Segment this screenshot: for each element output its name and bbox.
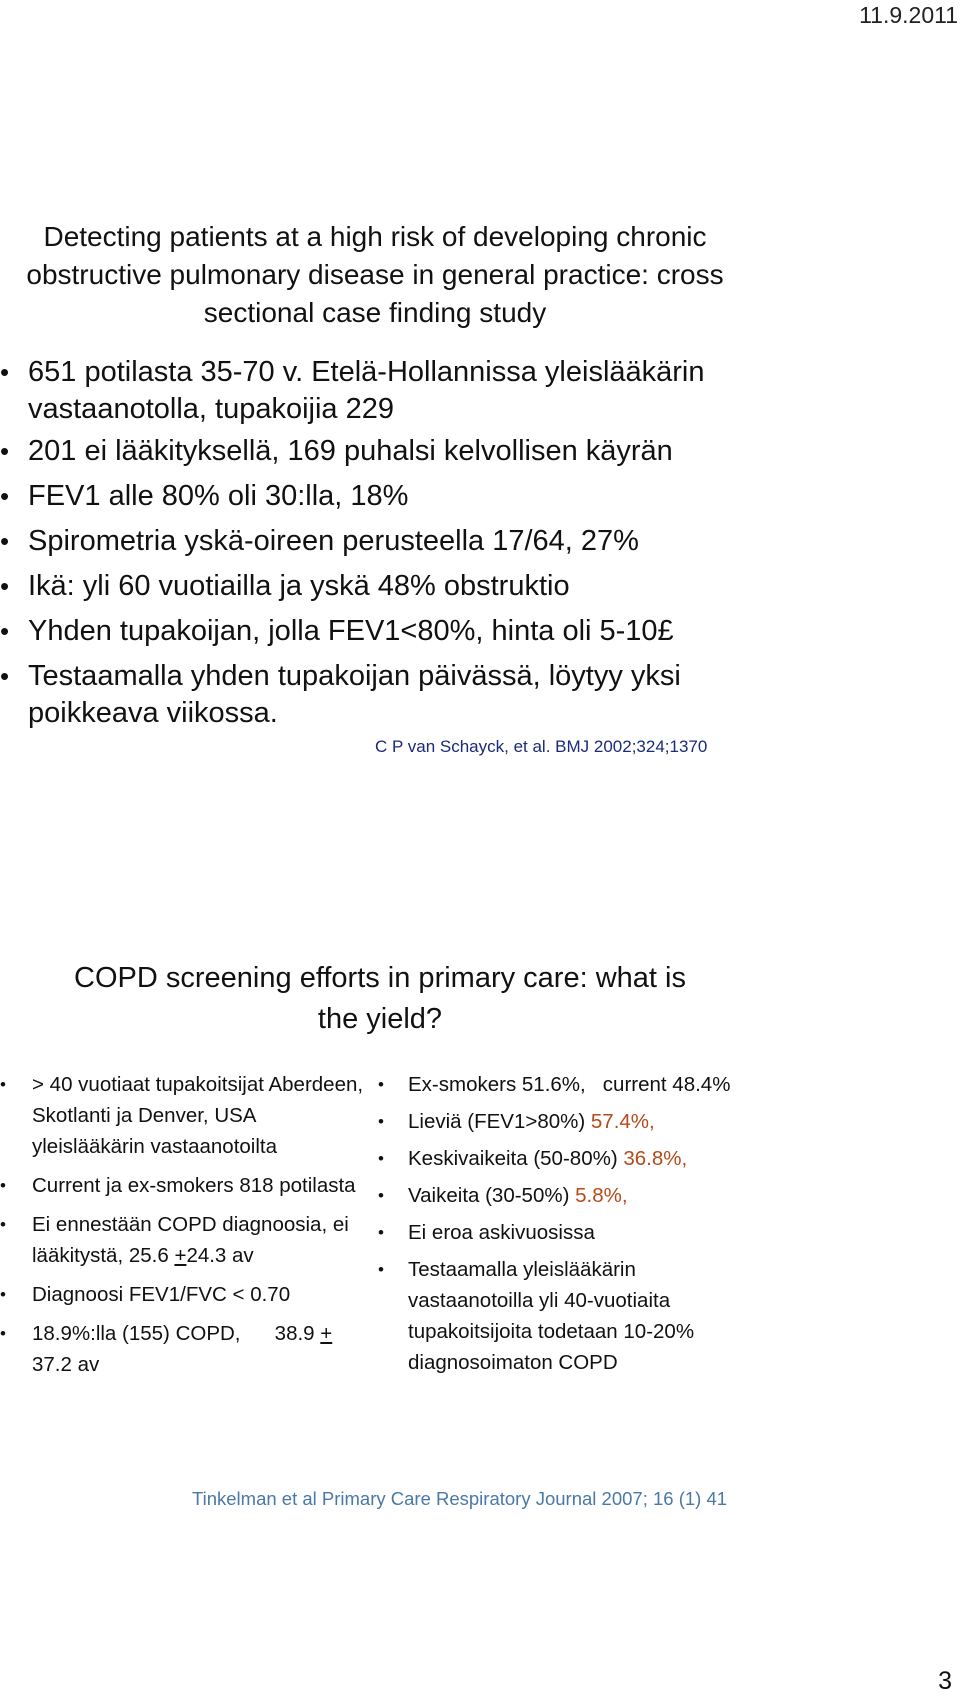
bullet-icon: • <box>0 616 10 646</box>
list-item <box>378 1106 758 1137</box>
bullet-text: 651 potilasta 35-70 v. Etelä-Hollannissa yleislääkärin vastaanotolla, tupakoijia 229 <box>28 356 705 425</box>
list-item <box>0 613 760 650</box>
bullet-icon: • <box>378 1223 384 1242</box>
bullet-icon: • <box>378 1260 384 1279</box>
list-item <box>378 1254 758 1378</box>
list-item <box>0 1170 365 1201</box>
slide1-title-line1: Detecting patients at a high risk of developing chronic <box>43 221 707 252</box>
bullet-text: Ei eroa askivuosissa <box>408 1221 595 1244</box>
bullet-icon: • <box>378 1112 384 1131</box>
list-item <box>0 568 760 605</box>
document-date: 11.9.2011 <box>859 2 958 28</box>
list-item <box>0 1279 365 1310</box>
bullet-icon: • <box>0 481 10 511</box>
bullet-text-part: 37.2 av <box>32 1322 338 1376</box>
bullet-icon: • <box>0 1215 6 1234</box>
bullet-icon: • <box>0 526 10 556</box>
list-item <box>378 1143 758 1174</box>
list-item <box>0 1069 365 1162</box>
plus-minus-sign: + <box>320 1322 333 1345</box>
bullet-icon: • <box>0 1324 6 1343</box>
bullet-text-part: Keskivaikeita (50-80%) <box>408 1147 624 1170</box>
slide2-left-column <box>0 1069 365 1388</box>
bullet-icon: • <box>378 1149 384 1168</box>
bullet-icon: • <box>0 436 10 466</box>
list-item <box>0 478 760 515</box>
slide2-title-line2: the yield? <box>317 1003 443 1035</box>
bullet-icon: • <box>0 1075 6 1094</box>
bullet-icon: • <box>0 571 10 601</box>
bullet-text: FEV1 alle 80% oli 30:lla, 18% <box>28 480 409 512</box>
bullet-text <box>408 1110 655 1133</box>
bullet-text <box>408 1184 628 1207</box>
bullet-text: Ikä: yli 60 vuotiailla ja yskä 48% obstruktio <box>28 570 570 602</box>
bullet-text: Testaamalla yhden tupakoijan päivässä, löytyy yksi poikkeava viikossa. <box>28 660 681 729</box>
bullet-icon: • <box>378 1075 384 1094</box>
slide1-title <box>10 218 740 332</box>
list-item <box>378 1069 758 1100</box>
bullet-text: 201 ei lääkityksellä, 169 puhalsi kelvollisen käyrän <box>28 435 673 467</box>
slide2-title-line1: COPD screening efforts in primary care: what is <box>74 962 686 994</box>
bullet-text-part: Vaikeita (30-50%) <box>408 1184 576 1207</box>
bullet-icon: • <box>0 357 10 387</box>
bullet-text-part: Ei ennestään COPD diagnoosia, ei lääkitystä, 25.6 <box>32 1213 349 1267</box>
bullet-text: Testaamalla yleislääkärin vastaanotoilla yli 40-vuotiaita tupakoitsijoita todetaan 10-20% diagnosoimaton COPD <box>408 1258 695 1374</box>
list-item <box>0 433 760 470</box>
bullet-text-part: 24.3 av <box>186 1244 254 1267</box>
list-item <box>378 1180 758 1211</box>
slide2-right-column <box>378 1069 758 1384</box>
bullet-text: Diagnoosi FEV1/FVC < 0.70 <box>32 1283 291 1306</box>
list-item <box>0 354 760 428</box>
bullet-text: Ex-smokers 51.6%, current 48.4% <box>408 1073 731 1096</box>
slide1-bullet-list <box>0 354 760 740</box>
slide1-title-line2: obstructive pulmonary disease in general practice: cross <box>26 259 724 290</box>
bullet-text <box>408 1147 687 1170</box>
page-number: 3 <box>938 1667 952 1695</box>
list-item <box>0 523 760 560</box>
slide1-title-line3: sectional case finding study <box>203 297 547 328</box>
percentage-value: 57.4%, <box>590 1110 655 1133</box>
slide2-title <box>30 958 730 1040</box>
bullet-text: > 40 vuotiaat tupakoitsijat Aberdeen, Skotlanti ja Denver, USA yleislääkärin vastaanotoilta <box>32 1073 364 1158</box>
list-item <box>0 658 760 732</box>
bullet-text-part: Lieviä (FEV1>80%) <box>408 1110 591 1133</box>
slide2-citation: Tinkelman et al Primary Care Respiratory Journal 2007; 16 (1) 41 <box>192 1488 728 1509</box>
list-item <box>378 1217 758 1248</box>
bullet-icon: • <box>0 661 10 691</box>
plus-minus-sign: + <box>174 1244 187 1267</box>
bullet-icon: • <box>0 1285 6 1304</box>
bullet-text: Current ja ex-smokers 818 potilasta <box>32 1174 356 1197</box>
list-item <box>0 1209 365 1271</box>
percentage-value: 5.8%, <box>575 1184 628 1207</box>
bullet-text: Yhden tupakoijan, jolla FEV1<80%, hinta oli 5-10£ <box>28 615 674 647</box>
bullet-text-part: 18.9%:lla (155) COPD, 38.9 <box>32 1322 321 1345</box>
slide1-citation: C P van Schayck, et al. BMJ 2002;324;1370 <box>375 737 708 756</box>
bullet-text <box>32 1213 349 1267</box>
bullet-text <box>32 1322 338 1376</box>
percentage-value: 36.8%, <box>623 1147 688 1170</box>
list-item <box>0 1318 365 1380</box>
bullet-text: Spirometria yskä-oireen perusteella 17/64, 27% <box>28 525 639 557</box>
bullet-icon: • <box>0 1176 6 1195</box>
bullet-icon: • <box>378 1186 384 1205</box>
